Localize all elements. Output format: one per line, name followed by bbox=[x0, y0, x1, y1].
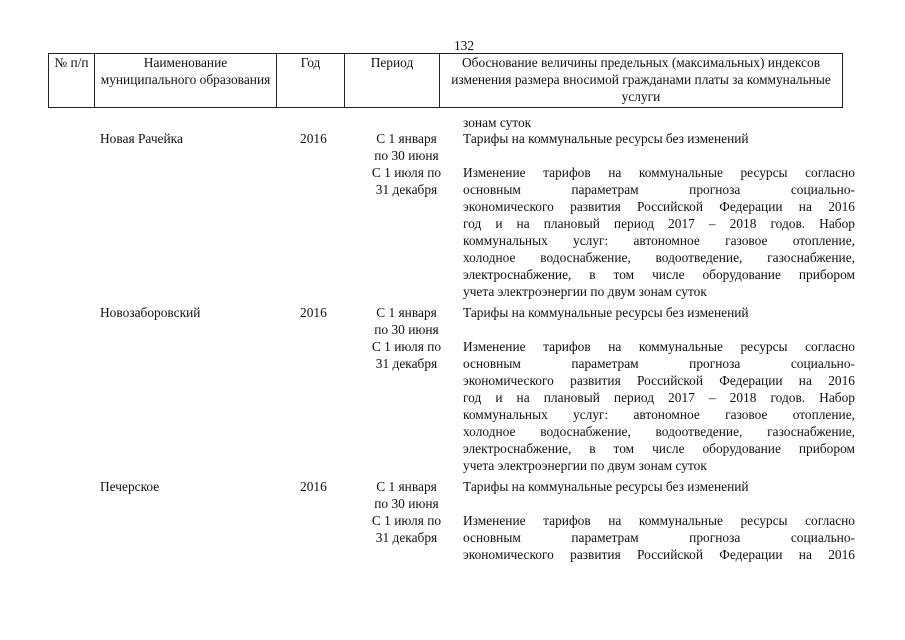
period-cell bbox=[359, 164, 454, 198]
justification-line: Тарифы на коммунальные ресурсы без изменений bbox=[463, 479, 749, 494]
municipality-name: Новая Рачейка bbox=[100, 131, 183, 146]
justification-cell bbox=[463, 478, 855, 495]
justification-line: Изменение тарифов на коммунальные ресурсы согласно bbox=[463, 165, 855, 180]
justification-line: основным параметрам прогноза социально- bbox=[463, 356, 855, 371]
period-line: по 30 июня bbox=[374, 496, 439, 511]
justification-line: экономического развития Российской Федерации на 2016 bbox=[463, 199, 855, 214]
justification-line: экономического развития Российской Федерации на 2016 bbox=[463, 373, 855, 388]
period-line: С 1 января bbox=[376, 305, 437, 320]
period-line: С 1 июля по bbox=[371, 513, 442, 528]
period-line: 31 декабря bbox=[375, 182, 438, 197]
justification-line: Тарифы на коммунальные ресурсы без изменений bbox=[463, 305, 749, 320]
period-line: С 1 июля по bbox=[371, 339, 442, 354]
justification-line: холодное водоснабжение, водоотведение, газоснабжение, bbox=[463, 250, 855, 265]
row-year: 2016 bbox=[300, 479, 327, 494]
justification-line: Изменение тарифов на коммунальные ресурсы согласно bbox=[463, 513, 855, 528]
row-year: 2016 bbox=[300, 131, 327, 146]
justification-line: коммунальных услуг: автономное газовое отопление, bbox=[463, 407, 855, 422]
justification-line: экономического развития Российской Федерации на 2016 bbox=[463, 547, 855, 562]
header-justification: Обоснование величины предельных (максимальных) индексов изменения размера вносимой гражданами платы за коммунальные услуги bbox=[440, 54, 843, 108]
period-line: С 1 января bbox=[376, 131, 437, 146]
justification-line: учета электроэнергии по двум зонам суток bbox=[463, 458, 707, 473]
justification-line: Изменение тарифов на коммунальные ресурсы согласно bbox=[463, 339, 855, 354]
period-cell bbox=[359, 304, 454, 338]
justification-line: основным параметрам прогноза социально- bbox=[463, 182, 855, 197]
justification-line: коммунальных услуг: автономное газовое отопление, bbox=[463, 233, 855, 248]
justification-cell bbox=[463, 164, 855, 300]
header-period: Период bbox=[345, 54, 440, 108]
continued-text: зонам суток bbox=[463, 115, 532, 130]
justification-cell bbox=[463, 512, 855, 563]
justification-line: электроснабжение, в том числе оборудование прибором bbox=[463, 441, 855, 456]
header-municipality: Наименование муниципального образования bbox=[95, 54, 277, 108]
period-line: С 1 января bbox=[376, 479, 437, 494]
header-year: Год bbox=[277, 54, 345, 108]
justification-line: учета электроэнергии по двум зонам суток bbox=[463, 284, 707, 299]
justification-line: Тарифы на коммунальные ресурсы без изменений bbox=[463, 131, 749, 146]
justification-line: год и на плановый период 2017 – 2018 годов. Набор bbox=[463, 216, 855, 231]
justification-line: основным параметрам прогноза социально- bbox=[463, 530, 855, 545]
justification-cell bbox=[463, 338, 855, 474]
period-cell bbox=[359, 130, 454, 164]
period-line: 31 декабря bbox=[375, 530, 438, 545]
row-year: 2016 bbox=[300, 305, 327, 320]
period-line: по 30 июня bbox=[374, 148, 439, 163]
period-cell bbox=[359, 512, 454, 546]
period-line: С 1 июля по bbox=[371, 165, 442, 180]
header-number: № п/п bbox=[49, 54, 95, 108]
justification-cell bbox=[463, 130, 855, 147]
table-header bbox=[48, 53, 843, 108]
justification-line: электроснабжение, в том числе оборудование прибором bbox=[463, 267, 855, 282]
municipality-name: Печерское bbox=[100, 479, 160, 494]
justification-line: год и на плановый период 2017 – 2018 годов. Набор bbox=[463, 390, 855, 405]
page-number: 132 bbox=[453, 38, 475, 53]
period-cell bbox=[359, 338, 454, 372]
municipality-name: Новозаборовский bbox=[100, 305, 201, 320]
justification-line: холодное водоснабжение, водоотведение, газоснабжение, bbox=[463, 424, 855, 439]
justification-cell bbox=[463, 304, 855, 321]
period-line: по 30 июня bbox=[374, 322, 439, 337]
period-line: 31 декабря bbox=[375, 356, 438, 371]
period-cell bbox=[359, 478, 454, 512]
